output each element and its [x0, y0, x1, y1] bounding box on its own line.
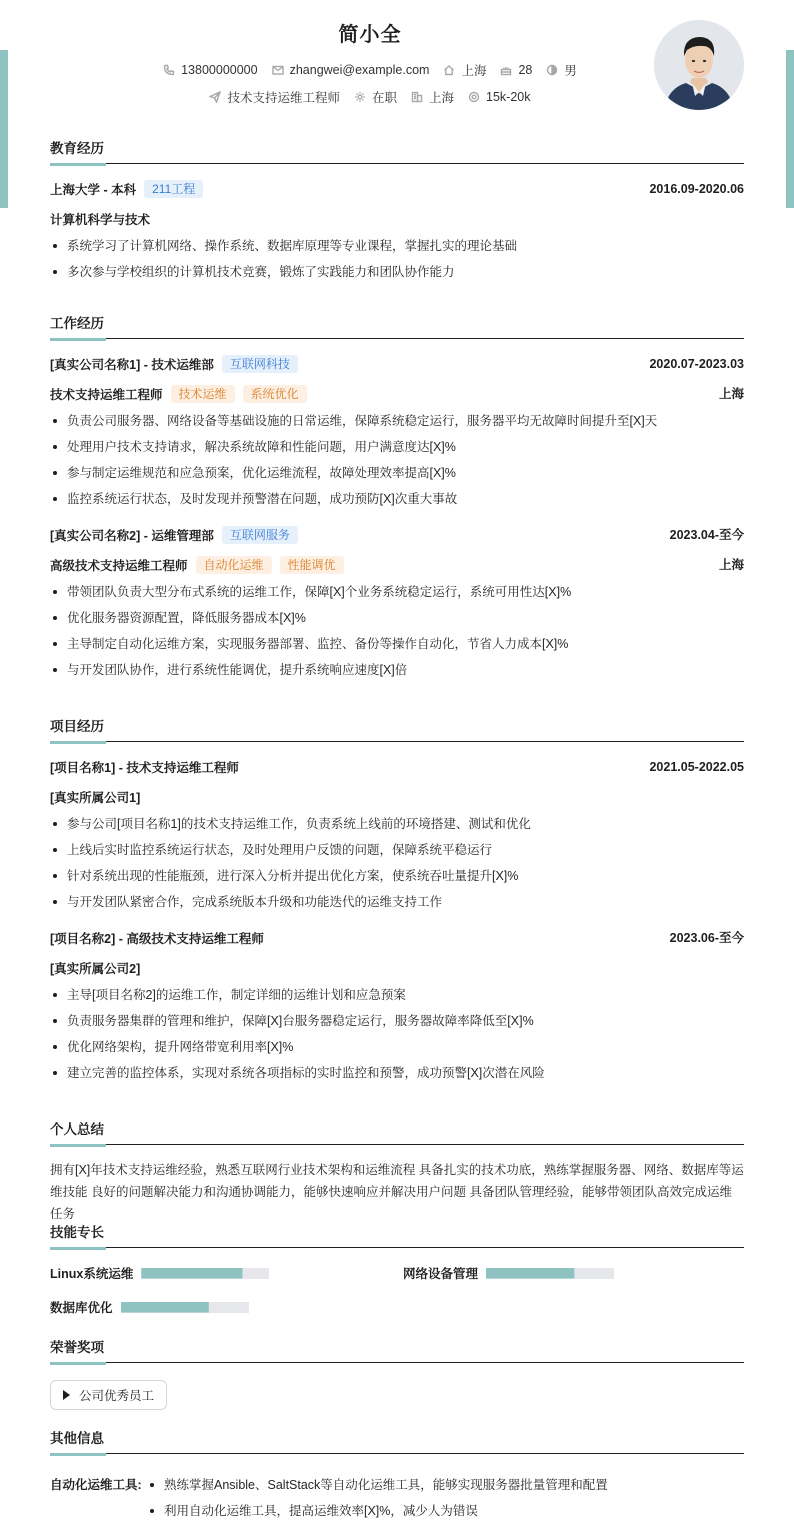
job-header — [50, 525, 744, 545]
job-period: 2020.07-2023.03 — [649, 357, 744, 371]
home-icon — [443, 64, 455, 76]
list-item: 主导[项目名称2]的运维工作，制定详细的运维计划和应急预案 — [50, 982, 744, 1008]
project-company: [真实所属公司2] — [50, 962, 141, 976]
education-bullets — [50, 233, 744, 285]
list-item: 系统学习了计算机网络、操作系统、数据库原理等专业课程，掌握扎实的理论基础 — [50, 233, 744, 259]
list-item: 负责公司服务器、网络设备等基础设施的日常运维，保障系统稳定运行，服务器平均无故障时间提升至[X]天 — [50, 408, 744, 434]
mail-icon — [272, 64, 284, 76]
project-bullets — [50, 811, 744, 915]
other-bullets — [147, 1472, 608, 1524]
list-item: 参与公司[项目名称1]的技术支持运维工作，负责系统上线前的环境搭建、测试和优化 — [50, 811, 744, 837]
project-period: 2021.05-2022.05 — [649, 760, 744, 774]
company-name: [真实公司名称1] - 技术运维部 — [50, 358, 214, 372]
list-item: 带领团队负责大型分布式系统的运维工作，保障[X]个业务系统稳定运行，系统可用性达[X]% — [50, 579, 744, 605]
skill-name: 数据库优化 — [50, 1301, 113, 1315]
gender-icon — [546, 64, 558, 76]
industry-tag: 互联网科技 — [222, 355, 298, 373]
summary-heading: 个人总结 — [50, 1120, 744, 1145]
job-header — [50, 354, 744, 374]
job-period: 2023.04-至今 — [669, 528, 744, 542]
school-name: 上海大学 - 本科 — [50, 183, 137, 197]
other-section — [50, 1429, 744, 1529]
gender-info — [546, 61, 577, 79]
skill-level-bar — [486, 1268, 614, 1279]
phone-info — [163, 63, 257, 77]
skill-name: 网络设备管理 — [403, 1267, 479, 1281]
skill-level-bar — [141, 1268, 269, 1279]
skill-tag: 自动化运维 — [196, 556, 272, 574]
list-item: 与开发团队紧密合作，完成系统版本升级和功能迭代的运维支持工作 — [50, 889, 744, 915]
candidate-name: 简小全 — [338, 24, 402, 46]
list-item: 负责服务器集群的管理和维护，保障[X]台服务器稳定运行，服务器故障率降低至[X]% — [50, 1008, 744, 1034]
skill-tag: 技术运维 — [171, 385, 235, 403]
job-role-row — [50, 384, 744, 404]
skills-heading: 技能专长 — [50, 1223, 744, 1248]
project-name: [项目名称1] - 技术支持运维工程师 — [50, 761, 239, 775]
company-name: [真实公司名称2] - 运维管理部 — [50, 529, 214, 543]
job-role-row — [50, 555, 744, 575]
email-address: zhangwei@example.com — [289, 63, 430, 77]
project-company: [真实所属公司1] — [50, 791, 141, 805]
other-heading: 其他信息 — [50, 1429, 744, 1454]
awards-section — [50, 1338, 744, 1418]
building-icon — [411, 91, 423, 103]
list-item: 利用自动化运维工具，提高运维效率[X]%，减少人为错误 — [147, 1498, 608, 1524]
skill-level-fill — [486, 1268, 574, 1279]
list-item: 监控系统运行状态，及时发现并预警潜在问题，成功预防[X]次重大事故 — [50, 486, 744, 512]
project-company-row — [50, 787, 744, 807]
cake-icon — [500, 64, 512, 76]
job-role: 技术支持运维工程师 — [50, 388, 163, 402]
list-item: 与开发团队协作，进行系统性能调优，提升系统响应速度[X]倍 — [50, 657, 744, 683]
contact-row — [0, 61, 740, 79]
profile-photo — [654, 20, 744, 110]
skill-tag: 系统优化 — [243, 385, 307, 403]
list-item: 针对系统出现的性能瓶颈，进行深入分析并提出优化方案，使系统吞吐量提升[X]% — [50, 863, 744, 889]
city-text: 上海 — [461, 64, 487, 78]
award-name: 公司优秀员工 — [79, 1389, 155, 1403]
job-bullets — [50, 408, 744, 512]
work-heading: 工作经历 — [50, 314, 744, 339]
list-item: 优化服务器资源配置，降低服务器成本[X]% — [50, 605, 744, 631]
resume-header — [0, 0, 794, 125]
industry-tag: 互联网服务 — [222, 526, 298, 544]
list-item: 参与制定运维规范和应急预案，优化运维流程，故障处理效率提高[X]% — [50, 460, 744, 486]
skill-item — [50, 1298, 249, 1316]
salary-info — [468, 90, 530, 104]
position-text: 技术支持运维工程师 — [227, 91, 340, 105]
work-city-info — [411, 88, 454, 106]
job-location: 上海 — [718, 387, 744, 401]
job-intent-row — [0, 88, 740, 106]
list-item: 熟练掌握Ansible、SaltStack等自动化运维工具，能够实现服务器批量管理和配置 — [147, 1472, 608, 1498]
list-item: 建立完善的监控体系，实现对系统各项指标的实时监控和预警，成功预警[X]次潜在风险 — [50, 1060, 744, 1086]
age-info — [500, 63, 532, 77]
skill-tag: 性能调优 — [280, 556, 344, 574]
gender-text: 男 — [564, 64, 577, 78]
list-item: 主导制定自动化运维方案，实现服务器部署、监控、备份等操作自动化，节省人力成本[X]% — [50, 631, 744, 657]
skill-item — [50, 1264, 269, 1282]
list-item: 处理用户技术支持请求，解决系统故障和性能问题，用户满意度达[X]% — [50, 434, 744, 460]
phone-icon — [163, 64, 175, 76]
email-info — [272, 63, 430, 77]
list-item: 优化网络架构，提升网络带宽利用率[X]% — [50, 1034, 744, 1060]
city-info — [443, 61, 486, 79]
major-text: 计算机科学与技术 — [50, 213, 151, 227]
projects-heading: 项目经历 — [50, 717, 744, 742]
education-period: 2016.09-2020.06 — [649, 182, 744, 196]
position-info — [209, 88, 340, 106]
job-location: 上海 — [718, 558, 744, 572]
job-role: 高级技术支持运维工程师 — [50, 559, 188, 573]
age-text: 28 — [518, 63, 533, 77]
other-info-row — [50, 1472, 608, 1524]
work-city-text: 上海 — [429, 91, 455, 105]
skill-level-fill — [121, 1302, 209, 1313]
major-name — [50, 209, 744, 229]
skill-item — [403, 1264, 614, 1282]
project-name: [项目名称2] - 高级技术支持运维工程师 — [50, 932, 264, 946]
project-header — [50, 928, 744, 948]
award-item — [50, 1380, 167, 1410]
education-heading: 教育经历 — [50, 139, 744, 164]
send-icon — [209, 91, 221, 103]
awards-heading: 荣誉奖项 — [50, 1338, 744, 1363]
work-section — [50, 314, 744, 683]
skill-name: Linux系统运维 — [50, 1267, 134, 1281]
projects-section — [50, 717, 744, 1086]
project-bullets — [50, 982, 744, 1086]
job-bullets — [50, 579, 744, 683]
project-period: 2023.06-至今 — [669, 931, 744, 945]
summary-text: 拥有[X]年技术支持运维经验，熟悉互联网行业技术架构和运维流程 具备扎实的技术功底，熟练掌握服务器、网络、数据库等运维技能 良好的问题解决能力和沟通协调能力，能够快速响应并解决用户问题 具备团队管理经验，能够带领团队高效完成运维任务 — [50, 1163, 744, 1221]
phone-number: 13800000000 — [181, 63, 258, 77]
skills-section — [50, 1223, 744, 1323]
gear-icon — [354, 91, 366, 103]
skill-level-bar — [121, 1302, 249, 1313]
coin-icon — [468, 91, 480, 103]
summary-section — [50, 1120, 744, 1225]
other-label: 自动化运维工具: — [50, 1478, 142, 1492]
play-triangle-icon — [63, 1390, 70, 1400]
project-header — [50, 757, 744, 777]
list-item: 上线后实时监控系统运行状态，及时处理用户反馈的问题，保障系统平稳运行 — [50, 837, 744, 863]
status-info — [354, 88, 397, 106]
education-entry-header — [50, 179, 744, 199]
status-text: 在职 — [372, 91, 398, 105]
skill-level-fill — [141, 1268, 242, 1279]
school-tag: 211工程 — [144, 180, 203, 198]
project-company-row — [50, 958, 744, 978]
education-section — [50, 139, 744, 285]
list-item: 多次参与学校组织的计算机技术竞赛，锻炼了实践能力和团队协作能力 — [50, 259, 744, 285]
salary-text: 15k-20k — [486, 90, 531, 104]
